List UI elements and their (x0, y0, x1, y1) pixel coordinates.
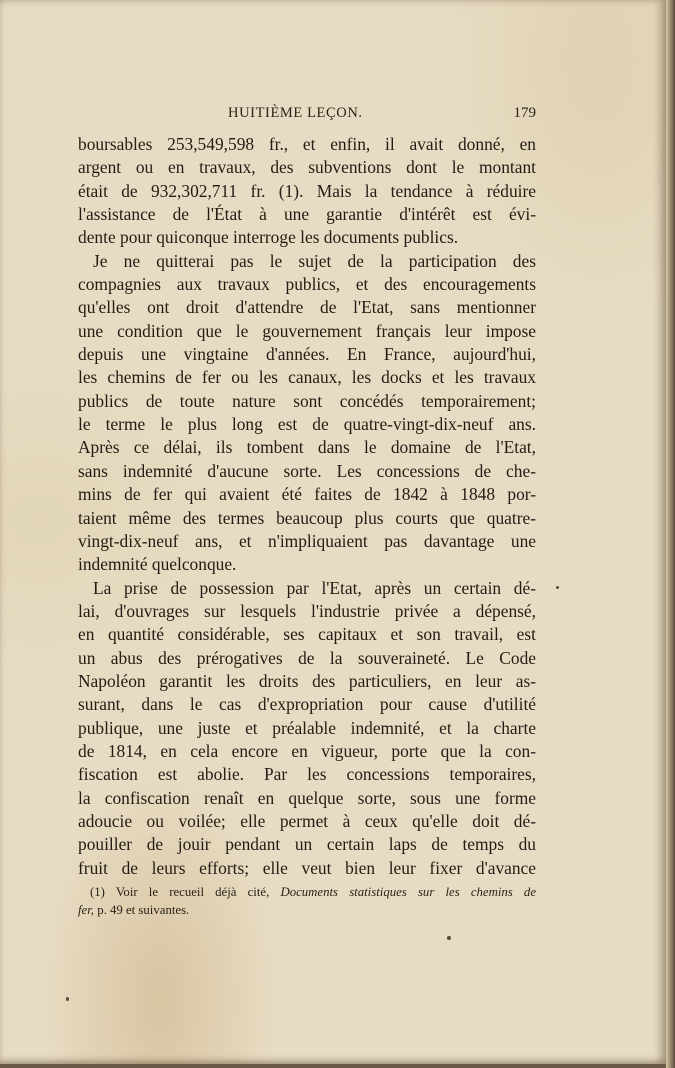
body-text (78, 133, 536, 880)
footnote-text: p. 49 et suivantes. (97, 902, 190, 917)
text-line: de 1814, en cela encore en vigueur, porte que la con- (78, 740, 536, 761)
text-line: sans indemnité d'aucune sorte. Les concessions de che- (78, 460, 536, 481)
page-number: 179 (513, 105, 536, 121)
text-line: La prise de possession par l'Etat, après un certain dé- (93, 577, 536, 598)
text-line: une condition que le gouvernement français leur impose (78, 320, 536, 341)
footnote (78, 884, 536, 919)
page-header (78, 103, 536, 125)
text-line: publique, une juste et préalable indemnité, et la charte (78, 717, 536, 738)
text-line: les chemins de fer ou les canaux, les docks et les travaux (78, 367, 536, 388)
text-line: fiscation est abolie. Par les concessions temporaires, (78, 764, 536, 785)
text-line: un abus des prérogatives de la souveraineté. Le Code (78, 647, 536, 668)
text-line: adoucie ou voilée; elle permet à ceux qu'elle doit dé- (78, 810, 536, 831)
ink-speck (66, 997, 69, 1001)
running-head: HUITIÈME LEÇON. (228, 105, 363, 121)
text-line: la confiscation renaît en quelque sorte, sous une forme (78, 787, 536, 808)
text-line: surant, dans le cas d'expropriation pour cause d'utilité (78, 694, 536, 715)
ink-speck (556, 586, 559, 589)
text-line: le terme le plus long est de quatre-vingt-dix-neuf ans. (78, 414, 536, 435)
text-line: Napoléon garantit les droits des particuliers, en leur as- (78, 670, 536, 691)
text-line: l'assistance de l'État à une garantie d'intérêt est évi- (78, 204, 536, 225)
text-line: taient même des termes beaucoup plus courts que quatre- (78, 507, 536, 528)
text-line: depuis une vingtaine d'années. En France, aujourd'hui, (78, 344, 536, 365)
text-line: fruit de leurs efforts; elle veut bien leur fixer d'avance (78, 857, 536, 878)
text-line: vingt-dix-neuf ans, et n'impliquaient pas davantage une (78, 530, 536, 551)
text-line: dente pour quiconque interroge les documents publics. (78, 227, 459, 248)
footnote-title: fer, (78, 902, 94, 917)
text-line: compagnies aux travaux publics, et des encouragements (78, 274, 536, 295)
text-line: boursables 253,549,598 fr., et enfin, il avait donné, en (78, 134, 536, 154)
text-line: qu'elles ont droit d'attendre de l'Etat, sans mentionner (78, 297, 536, 318)
text-line: Je ne quitterai pas le sujet de la participation des (93, 250, 536, 271)
footnote-text: (1) Voir le recueil déjà cité, (90, 885, 270, 899)
footnote-line (78, 902, 536, 920)
text-line: était de 932,302,711 fr. (1). Mais la tendance à réduire (78, 180, 536, 201)
text-line: Après ce délai, ils tombent dans le domaine de l'Etat, (78, 437, 536, 458)
text-line: en quantité considérable, ses capitaux et son travail, est (78, 624, 536, 645)
page-edge-shadow (666, 0, 675, 1068)
text-line: lai, d'ouvrages sur lesquels l'industrie privée a dépensé, (78, 600, 536, 621)
footnote-title: Documents statistiques sur les chemins de (280, 885, 536, 899)
text-line: publics de toute nature sont concédés temporairement; (78, 390, 536, 411)
text-line: argent ou en travaux, des subventions dont le montant (78, 157, 536, 178)
text-line: mins de fer qui avaient été faites de 1842 à 1848 por- (78, 484, 536, 505)
ink-speck (447, 936, 451, 940)
text-line: indemnité quelconque. (78, 554, 237, 575)
text-line: pouiller de jouir pendant un certain laps de temps du (78, 834, 536, 855)
footnote-line (78, 884, 536, 902)
